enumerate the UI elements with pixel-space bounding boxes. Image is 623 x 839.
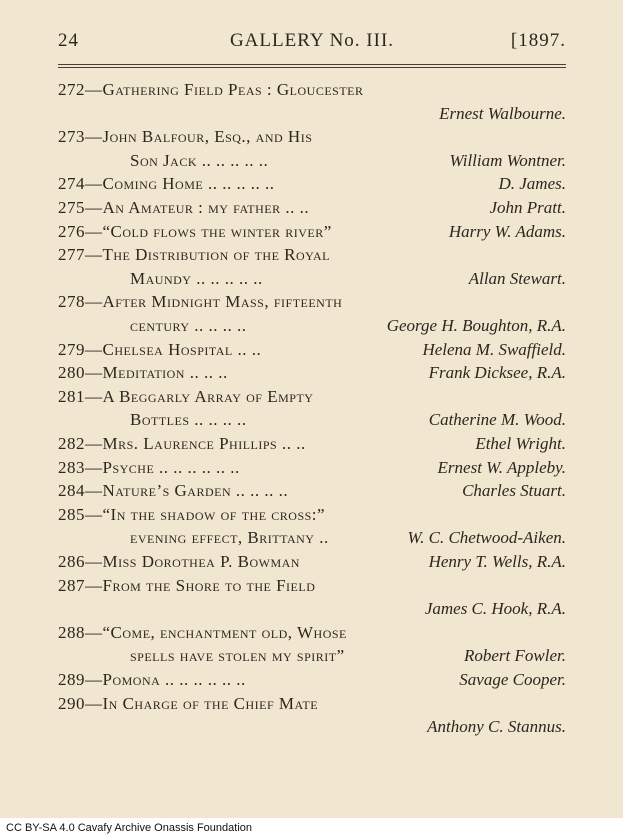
entry-title: 275—An Amateur : my father .. ..	[58, 198, 310, 217]
entry-artist: W. C. Chetwood-Aiken.	[407, 528, 566, 548]
entry-artist: Anthony C. Stannus.	[427, 717, 566, 737]
entry-title: 290—In Charge of the Chief Mate	[58, 693, 319, 713]
entry-title: 274—Coming Home .. .. .. .. ..	[58, 174, 275, 194]
page-year: [1897.	[510, 30, 566, 51]
entry-title: 276—“Cold flows the winter river”	[58, 221, 332, 241]
entry-title: 280—Meditation .. .. ..	[58, 363, 228, 383]
entry-title: 285—“In the shadow of the cross:”	[58, 504, 326, 524]
entry-artist: William Wontner.	[449, 150, 566, 170]
entry-title: Bottles .. .. .. ..	[130, 410, 247, 430]
entry-title: 283—Psyche .. .. .. .. .. ..	[58, 457, 240, 477]
entry-artist: Savage Cooper.	[459, 670, 566, 689]
catalogue-line	[58, 338, 566, 362]
catalogue-line	[58, 361, 566, 385]
entry-artist: D. James.	[498, 174, 566, 194]
entry-title: 282—Mrs. Laurence Phillips .. ..	[58, 434, 306, 453]
catalogue-line	[58, 125, 566, 149]
page-number: 24	[58, 30, 79, 51]
entry-artist: Ernest W. Appleby.	[437, 457, 566, 477]
catalogue-line	[58, 668, 566, 692]
catalogue-line	[58, 385, 566, 409]
entry-artist: Catherine M. Wood.	[428, 410, 566, 430]
entry-artist: James C. Hook, R.A.	[424, 599, 566, 619]
entry-title: spells have stolen my spirit”	[130, 646, 345, 666]
page-title: GALLERY No. III.	[229, 30, 395, 51]
entry-artist: Helena M. Swaffield.	[422, 339, 566, 359]
entry-title: 273—John Balfour, Esq., and His	[58, 127, 313, 147]
catalogue-line	[130, 149, 566, 173]
catalogue-line	[130, 267, 566, 291]
entry-artist: Robert Fowler.	[464, 646, 566, 666]
catalogue-line	[130, 408, 566, 432]
catalogue-line	[58, 290, 566, 314]
catalogue-line	[58, 692, 566, 716]
catalogue-line	[58, 220, 566, 244]
entry-title: 287—From the Shore to the Field	[58, 575, 316, 595]
catalogue-line	[58, 550, 566, 574]
entry-title: Son Jack .. .. .. .. ..	[130, 150, 269, 170]
entry-artist: Frank Dicksee, R.A.	[428, 363, 566, 383]
license-footer: CC BY-SA 4.0 Cavafy Archive Onassis Foundation	[6, 822, 252, 834]
entry-title: 286—Miss Dorothea P. Bowman	[58, 552, 300, 571]
catalogue-line	[58, 78, 566, 102]
catalogue-line	[130, 644, 566, 668]
entry-artist: Henry T. Wells, R.A.	[428, 552, 566, 571]
catalogue-line	[58, 574, 566, 598]
header-rule	[58, 64, 566, 65]
header-rule-second	[58, 67, 566, 68]
entry-artist: Harry W. Adams.	[448, 221, 566, 241]
entry-artist: Charles Stuart.	[462, 481, 566, 501]
entry-title: 289—Pomona .. .. .. .. .. ..	[58, 670, 246, 689]
entry-artist: John Pratt.	[489, 198, 566, 217]
catalogue-line	[58, 503, 566, 527]
catalogue-line	[58, 172, 566, 196]
entry-title: 284—Nature’s Garden .. .. .. ..	[58, 481, 289, 501]
catalogue-line	[130, 715, 566, 739]
catalogue-line	[58, 479, 566, 503]
catalogue-line	[130, 314, 566, 338]
entry-title: century .. .. .. ..	[130, 316, 247, 335]
catalogue-line	[58, 456, 566, 480]
entry-title: 281—A Beggarly Array of Empty	[58, 386, 314, 406]
entry-title: Maundy .. .. .. .. ..	[130, 268, 263, 288]
entry-title: evening effect, Brittany ..	[130, 528, 329, 548]
catalogue-line	[130, 102, 566, 126]
catalogue-line	[58, 621, 566, 645]
entry-artist: George H. Boughton, R.A.	[386, 316, 566, 335]
entry-title: 272—Gathering Field Peas : Gloucester	[58, 80, 364, 99]
entry-title: 288—“Come, enchantment old, Whose	[58, 622, 347, 642]
catalogue-line	[58, 243, 566, 267]
entry-title: 279—Chelsea Hospital .. ..	[58, 339, 262, 359]
entry-artist: Ethel Wright.	[475, 434, 566, 453]
entry-title: 278—After Midnight Mass, fifteenth	[58, 292, 343, 312]
entry-artist: Allan Stewart.	[468, 268, 566, 288]
catalogue-line	[130, 597, 566, 621]
catalogue-line	[58, 432, 566, 456]
catalogue-line	[130, 526, 566, 550]
page-header	[58, 30, 566, 60]
entry-artist: Ernest Walbourne.	[439, 103, 566, 123]
catalogue-line	[58, 196, 566, 220]
entry-title: 277—The Distribution of the Royal	[58, 245, 330, 265]
